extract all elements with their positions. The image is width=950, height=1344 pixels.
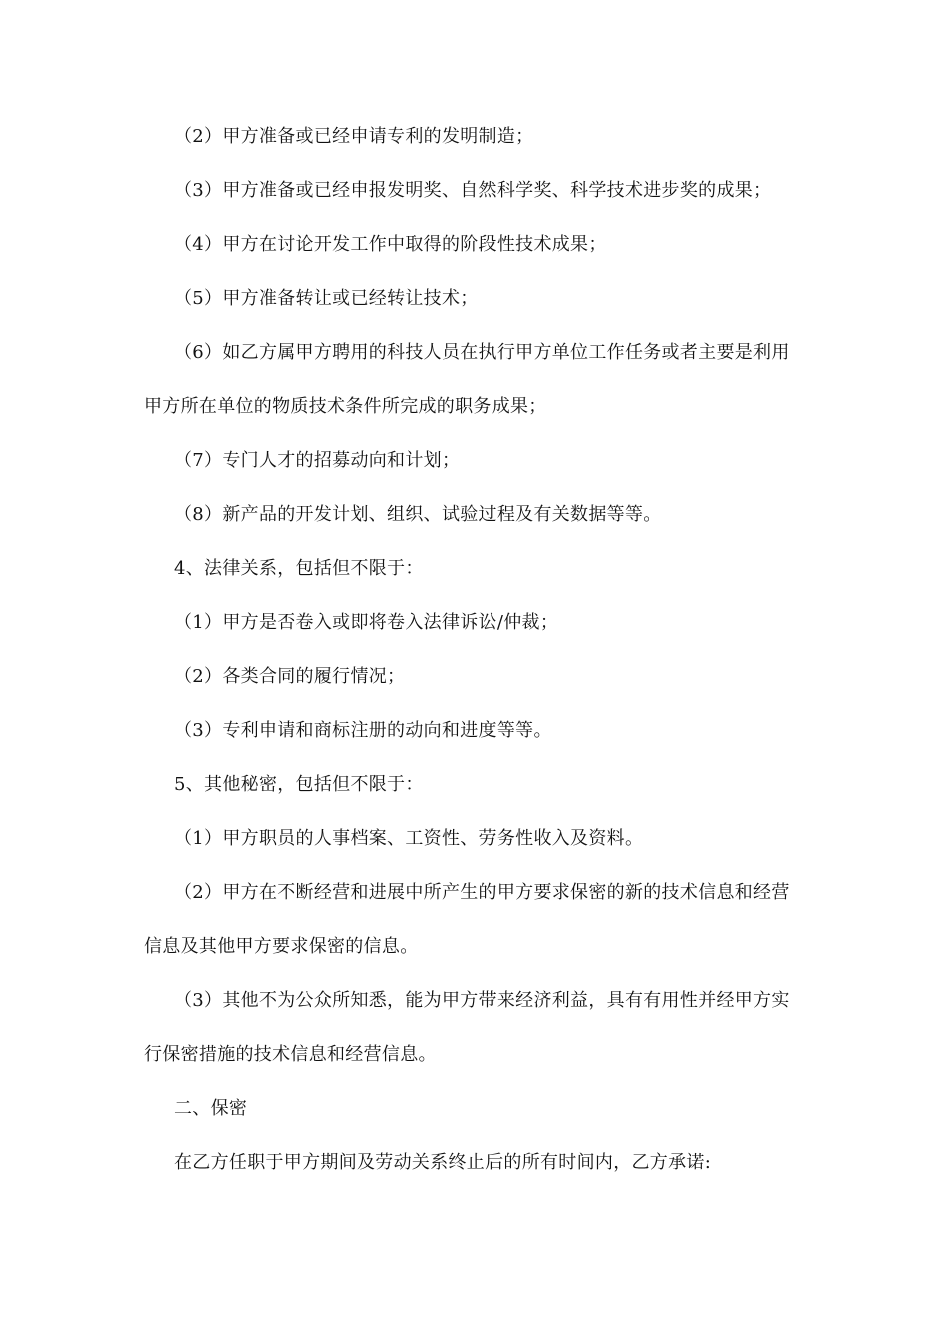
paragraph-other-2: （2）甲方在不断经营和进展中所产生的甲方要求保密的新的技术信息和经营信息及其他甲方要求保密的信息。 (144, 882, 790, 957)
section-4-legal: 4、法律关系，包括但不限于： (174, 558, 424, 579)
paragraph-3-awards: （3）甲方准备或已经申报发明奖、自然科学奖、科学技术进步奖的成果； (174, 180, 772, 201)
section-5-other-secrets: 5、其他秘密，包括但不限于： (174, 774, 424, 795)
paragraph-legal-1: （1）甲方是否卷入或即将卷入法律诉讼/仲裁； (174, 612, 559, 633)
paragraph-other-3: （3）其他不为公众所知悉，能为甲方带来经济利益，具有有用性并经甲方实行保密措施的技术信息和经营信息。 (144, 990, 790, 1065)
paragraph-5-transfer: （5）甲方准备转让或已经转让技术； (174, 288, 479, 309)
paragraph-legal-3: （3）专利申请和商标注册的动向和进度等等。 (174, 720, 552, 741)
paragraph-6-service-results: （6）如乙方属甲方聘用的科技人员在执行甲方单位工作任务或者主要是利用甲方所在单位的物质技术条件所完成的职务成果； (144, 342, 790, 417)
paragraph-7-recruitment: （7）专门人才的招募动向和计划； (174, 450, 461, 471)
paragraph-other-1: （1）甲方职员的人事档案、工资性、劳务性收入及资料。 (174, 828, 644, 849)
paragraph-commitment: 在乙方任职于甲方期间及劳动关系终止后的所有时间内，乙方承诺: (174, 1152, 712, 1173)
paragraph-4-stage-results: （4）甲方在讨论开发工作中取得的阶段性技术成果； (174, 234, 607, 255)
paragraph-8-new-products: （8）新产品的开发计划、组织、试验过程及有关数据等等。 (174, 504, 662, 525)
heading-confidentiality: 二、保密 (174, 1098, 248, 1119)
paragraph-2-patent: （2）甲方准备或已经申请专利的发明制造； (174, 126, 534, 147)
paragraph-legal-2: （2）各类合同的履行情况； (174, 666, 406, 687)
